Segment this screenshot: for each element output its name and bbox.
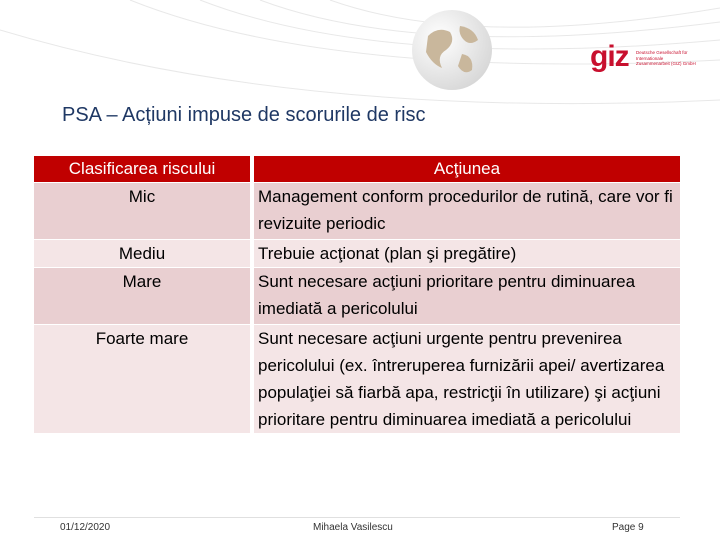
risk-cell: Mic: [34, 183, 252, 240]
table-row: [34, 240, 680, 268]
globe-icon: [408, 6, 496, 94]
logo-wordmark: giz: [590, 40, 629, 73]
logo-subtext: Deutsche Gesellschaft für Internationale Zusammenarbeit (GIZ) GmbH: [636, 50, 696, 66]
table-row: [34, 268, 680, 325]
footer-author: Mihaela Vasilescu: [313, 522, 393, 533]
table-header-row: [34, 156, 680, 183]
giz-logo: [590, 40, 700, 80]
table-row: [34, 325, 680, 434]
footer-divider: [34, 517, 680, 518]
action-cell: Sunt necesare acţiuni prioritare pentru diminuarea imediată a pericolului: [252, 268, 680, 325]
footer-page-number: Page 9: [612, 522, 644, 533]
risk-cell: Mediu: [34, 240, 252, 268]
action-cell: Sunt necesare acţiuni urgente pentru prevenirea pericolului (ex. întreruperea furnizării apei/ avertizarea populaţiei să fiarbă apa, restricţii în utilizare) şi acţiuni prioritare pentru diminuarea imediată a pericolului: [252, 325, 680, 434]
page-title: PSA – Acțiuni impuse de scorurile de risc: [62, 104, 426, 126]
risk-actions-table: [34, 156, 680, 434]
risk-cell: Mare: [34, 268, 252, 325]
action-cell: Trebuie acţionat (plan şi pregătire): [252, 240, 680, 268]
footer-date: 01/12/2020: [60, 522, 111, 533]
table-row: [34, 183, 680, 240]
action-cell: Management conform procedurilor de rutină, care vor fi revizuite periodic: [252, 183, 680, 240]
risk-cell: Foarte mare: [34, 325, 252, 434]
column-header-risk: Clasificarea riscului: [34, 156, 252, 183]
column-header-action: Acţiunea: [252, 156, 680, 183]
